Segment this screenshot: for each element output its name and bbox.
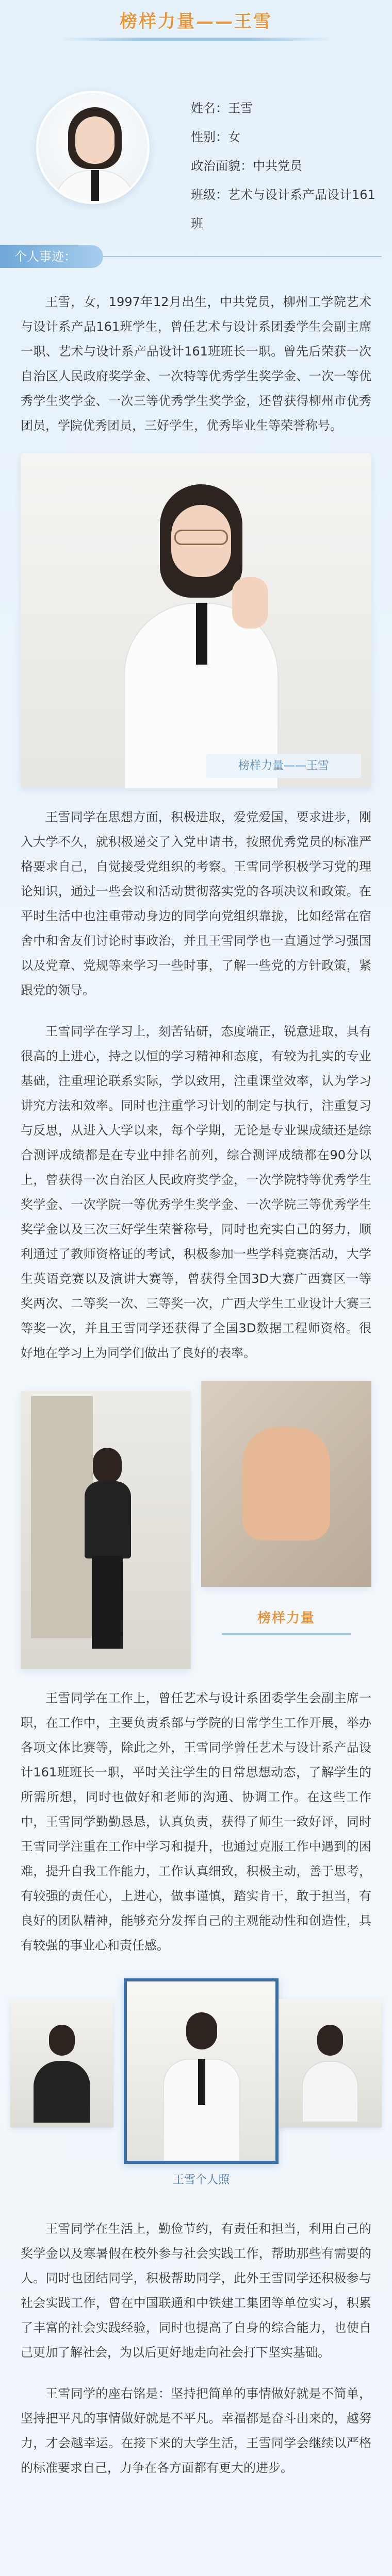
photo-pair (21, 1381, 371, 1669)
profile-label: 班级： (191, 188, 228, 202)
paragraph-intro: 王雪，女，1997年12月出生，中共党员，柳州工学院艺术与设计系产品161班学生，曾任艺术与设计系团委学生会副主席一职、艺术与设计系产品设计161班班长一职。曾先后荣获一次自治区人民政府奖学金、一次特等优秀学生奖学金、一次一等优秀学生奖学金、一次三等优秀学生奖学金，还曾获得柳州市优秀团员，学院优秀团员，三好学生，优秀毕业生等荣誉称号。 (21, 295, 371, 433)
photo-center (124, 1978, 279, 2164)
section-label: 个人事迹： (0, 245, 103, 268)
photo-triple (10, 1978, 382, 2200)
paragraph-study: 王雪同学在学习上，刻苦钻研，态度端正，锐意进取，具有很高的上进心，持之以恒的学习精神和态度，有较为扎实的专业基础，注重理论联系实际，学以致用，注重课堂效率，认为学习讲究方法和效率。同时也注重学习计划的制定与执行，注重复习与反思，从进入大学以来，每个学期，无论是专业课成绩还是综合测评成绩都是在专业中排名前列，综合测评成绩都在90分以上，曾获得一次自治区人民政府奖学金，一次学院特等优秀学生奖学金、一次学院一等优秀学生奖学金、一次学院三等优秀学生奖学金以及三次三好学生荣誉称号，同时也充实自己的努力，顺利通过了教师资格证的考试，积极参加一些学科竞赛活动，大学生英语竞赛以及演讲大赛等，曾获得全国3D大赛广西赛区一等奖两次、二等奖一次、三等奖一次，广西大学生工业设计大赛三等奖一次，并且王雪同学还获得了全国3D数据工程师资格。很好地在学习上为同学们做出了良好的表率。 (21, 1024, 371, 1360)
profile-card (21, 75, 375, 240)
profile-value: 中共党员 (253, 159, 302, 173)
profile-row-politics (191, 151, 377, 180)
photo-pair-caption: 榜样力量 (257, 1611, 315, 1626)
portrait-image (124, 474, 279, 788)
photo-standing (21, 1391, 191, 1669)
section-divider (103, 256, 382, 257)
title-divider (62, 38, 330, 41)
profile-value: 王雪 (228, 101, 253, 115)
photo-triple-caption: 王雪个人照 (172, 2174, 230, 2187)
profile-row-gender (191, 123, 377, 151)
paragraph-life: 王雪同学在生活上，勤俭节约，有责任和担当，利用自己的奖学金以及寒暑假在校外参与社会实践工作，帮助那些有需要的人。同时也团结同学，积极帮助同学，此外王雪同学还积极参与社会实践工作，曾在中国联通和中铁建工集团等单位实习，积累了丰富的社会实践经验，同时也提高了自身的综合能力，也使自己更加了解社会，为以后更好地走向社会打下坚实基础。 (21, 2222, 371, 2360)
profile-info (191, 94, 377, 238)
profile-value: 艺术与设计系产品设计161班 (191, 188, 375, 231)
photo-thumbs-up (201, 1381, 371, 1587)
profile-row-class (191, 180, 377, 238)
profile-value: 女 (228, 130, 240, 144)
paragraph-work: 王雪同学在工作上，曾任艺术与设计系团委学生会副主席一职，在工作中，主要负责系部与学院的日常学生工作开展，举办各项文体比赛等，除此之外，王雪同学曾任艺术与设计系产品设计161班班长一职，平时关注学生的日常思想动态，了解学生的所需所想，同时也做好和老师的沟通、协调工作。在这些工作中，王雪同学勤勤恳恳，认真负责，获得了师生一致好评，同时王雪同学注重在工作中学习和提升，也通过克服工作中遇到的困难，提升自我工作能力，工作认真细致，积极主动，善于思考，有较强的责任心，上进心，做事谨慎，踏实肯干，敢于担当，有良好的团队精神，能够充分发挥自己的主观能动性和创造性，具有较强的事业心和责任感。 (21, 1691, 371, 1953)
avatar (36, 91, 150, 204)
photo-main (21, 453, 371, 788)
caption-underline (222, 1633, 351, 1635)
profile-label: 姓名： (191, 101, 228, 115)
page-title: 榜样力量——王雪 (120, 11, 272, 32)
profile-label: 政治面貌： (191, 159, 253, 173)
photo-right (279, 1999, 382, 2128)
photo-left (10, 1999, 113, 2128)
title-area (0, 0, 392, 57)
profile-row-name (191, 94, 377, 123)
paragraph-motto: 王雪同学的座右铭是：坚持把简单的事情做好就是不简单，坚持把平凡的事情做好就是不平凡。幸福都是奋斗出来的，越努力，才会越幸运。在接下来的大学生活，王雪同学会继续以严格的标准要求自己，力争在各方面都有更大的进步。 (21, 2386, 371, 2475)
profile-label: 性别： (191, 130, 228, 144)
paragraph-ideology: 王雪同学在思想方面，积极进取，爱党爱国，要求进步，刚入大学不久，就积极递交了入党申请书，按照优秀党员的标准严格要求自己，自觉接受党组织的考察。王雪同学积极学习党的理论知识，通过一些会议和活动贯彻落实党的各项决议和政策。在平时生活中也注重带动身边的同学向党组织靠拢，比如经常在宿舍中和舍友们讨论时事政治，并且王雪同学也一直通过学习强国以及党章、党规等来学习一些时事，了解一些党的方针政策，紧跟党的领导。 (21, 810, 371, 997)
section-header (0, 240, 392, 273)
photo-caption: 榜样力量——王雪 (206, 754, 361, 778)
